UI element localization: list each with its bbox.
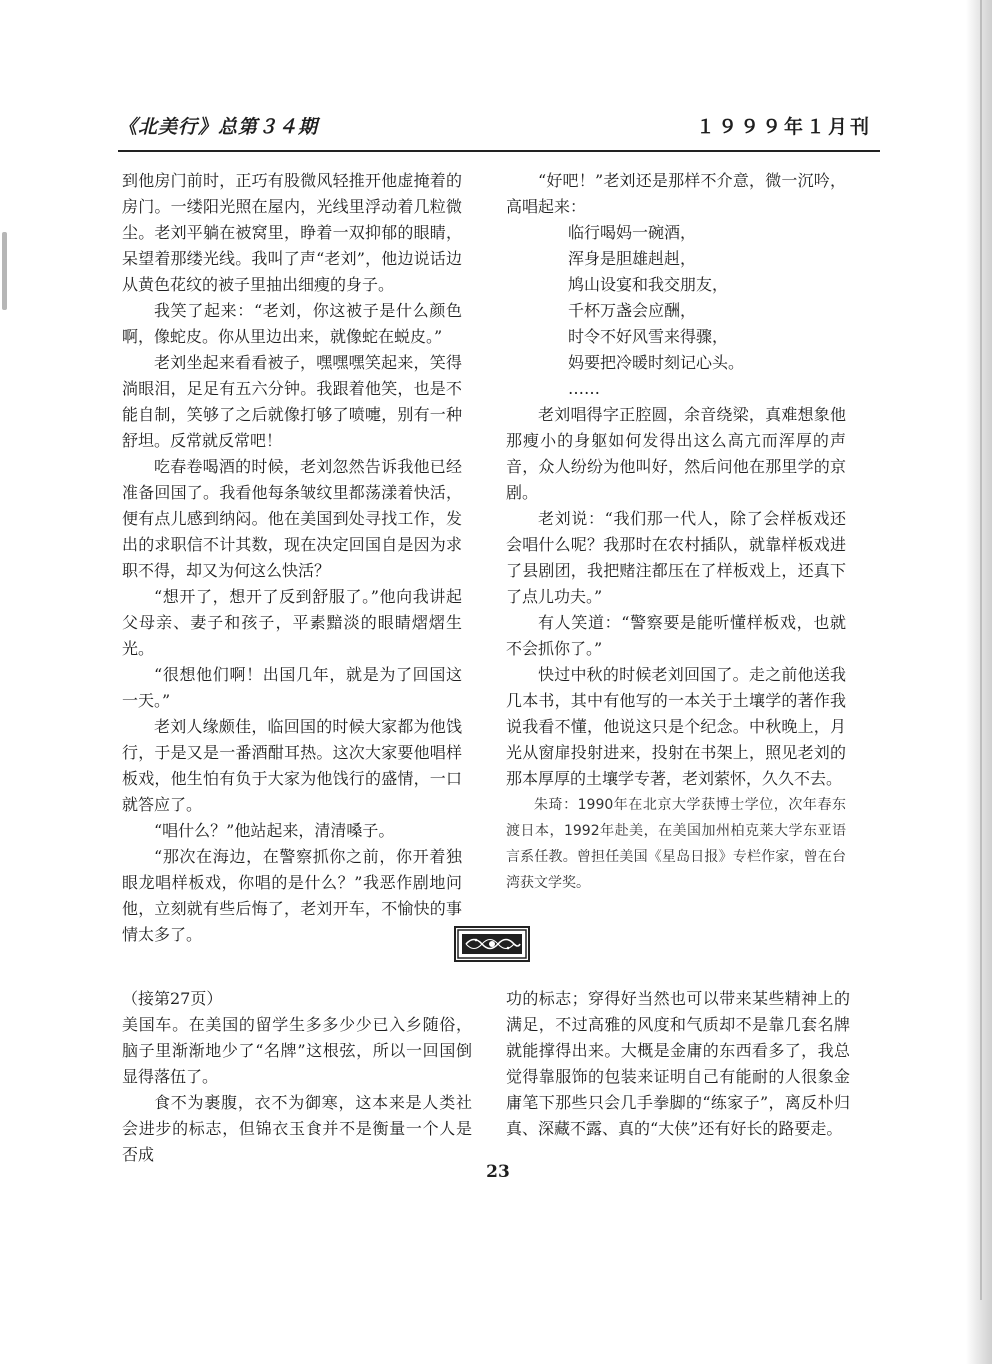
right-column-bottom bbox=[506, 986, 850, 1142]
paragraph: “很想他们啊！出国几年，就是为了回国这一天。” bbox=[122, 665, 462, 710]
paragraph: 到他房门前时，正巧有股微风轻推开他虚掩着的房门。一缕阳光照在屋内，光线里浮动着几粒微尘。老刘平躺在被窝里，睁着一双抑郁的眼睛，呆望着那缕光线。我叫了声“老刘”，他边说话边从黄色花纹的被子里抽出细瘦的身子。 bbox=[122, 171, 462, 294]
running-header bbox=[118, 112, 880, 152]
lyric-ellipsis: …… bbox=[568, 379, 600, 398]
header-rule bbox=[118, 150, 880, 152]
opera-lyrics bbox=[568, 220, 846, 402]
author-bio: 朱琦：1990年在北京大学获博士学位，次年春东渡日本，1992年赴美，在美国加州柏克莱大学东亚语言系任教。曾担任美国《星岛日报》专栏作家，曾在台湾获文学奖。 bbox=[506, 797, 846, 891]
page-fold-line bbox=[980, 0, 982, 1300]
paragraph: 老刘唱得字正腔圆，余音绕梁，真难想象他那瘦小的身躯如何发得出这么高亢而浑厚的声音，众人纷纷为他叫好，然后问他在那里学的京剧。 bbox=[506, 405, 846, 502]
paragraph: 有人笑道：“警察要是能听懂样板戏，也就不会抓你了。” bbox=[506, 613, 846, 658]
scan-mark bbox=[2, 232, 7, 310]
lyric-line: 鸠山设宴和我交朋友， bbox=[568, 275, 729, 294]
paragraph: 食不为裹腹，衣不为御寒，这本来是人类社会进步的标志，但锦衣玉食并不是衡量一个人是否成 bbox=[122, 1093, 472, 1164]
paragraph: “好吧！”老刘还是那样不介意，微一沉吟，高唱起来： bbox=[506, 171, 846, 216]
paragraph: “唱什么？”他站起来，清清嗓子。 bbox=[154, 821, 395, 840]
left-column-top bbox=[122, 168, 462, 948]
lyric-line: 千杯万盏会应酬， bbox=[568, 301, 697, 320]
magazine-issue: 《北美行》总第３４期 bbox=[118, 116, 319, 138]
lyric-line: 妈要把冷暖时刻记心头。 bbox=[568, 353, 745, 372]
paragraph: 吃春卷喝酒的时候，老刘忽然告诉我他已经准备回国了。我看他每条皱纹里都荡漾着快活，便有点儿感到纳闷。他在美国到处寻找工作，发出的求职信不计其数，现在决定回国自是因为求职不得，却又为何这么快活？ bbox=[122, 457, 462, 580]
lyric-line: 临行喝妈一碗酒， bbox=[568, 223, 697, 242]
paragraph: 我笑了起来：“老刘，你这被子是什么颜色啊，像蛇皮。你从里边出来，就像蛇在蜕皮。” bbox=[122, 301, 462, 346]
paragraph: 老刘坐起来看看被子，嘿嘿嘿笑起来，笑得淌眼泪，足足有五六分钟。我跟着他笑，也是不能自制，笑够了之后就像打够了喷嚏，别有一种舒坦。反常就反常吧！ bbox=[122, 353, 462, 450]
paragraph: 快过中秋的时候老刘回国了。走之前他送我几本书，其中有他写的一本关于土壤学的著作我说我看不懂，他说这只是个纪念。中秋晚上，月光从窗扉投射进来，投射在书架上，照见老刘的那本厚厚的土壤学专著，老刘萦怀，久久不去。 bbox=[506, 665, 846, 788]
paragraph: 老刘人缘颇佳，临回国的时候大家都为他饯行，于是又是一番酒酣耳热。这次大家要他唱样板戏，他生怕有负于大家为他饯行的盛情，一口就答应了。 bbox=[122, 717, 462, 814]
paragraph: 功的标志；穿得好当然也可以带来某些精神上的满足，不过高雅的风度和气质却不是靠几套名牌就能撑得出来。大概是金庸的东西看多了，我总觉得靠服饰的包装来证明自己有能耐的人很象金庸笔下那些只会几手拳脚的“练家子”，离反朴归真、深藏不露、真的“大侠”还有好长的路要走。 bbox=[506, 989, 850, 1138]
paragraph: 老刘说：“我们那一代人，除了会样板戏还会唱什么呢？我那时在农村插队，就靠样板戏进了县剧团，我把赌注都压在了样板戏上，还真下了点儿功夫。” bbox=[506, 509, 846, 606]
ornament-divider-icon bbox=[454, 926, 530, 962]
right-column-top bbox=[506, 168, 846, 896]
continued-note: （接第27页） bbox=[122, 989, 223, 1008]
left-column-bottom bbox=[122, 986, 472, 1168]
paragraph: 美国车。在美国的留学生多多少少已入乡随俗，脑子里渐渐地少了“名牌”这根弦，所以一回国倒显得落伍了。 bbox=[122, 1015, 472, 1086]
issue-date: １９９９年１月刊 bbox=[695, 116, 872, 138]
lyric-line: 时令不好风雪来得骤， bbox=[568, 327, 729, 346]
paragraph: “想开了，想开了反到舒服了。”他向我讲起父母亲、妻子和孩子，平素黯淡的眼睛熠熠生光。 bbox=[122, 587, 462, 658]
page-number: 23 bbox=[486, 1162, 510, 1182]
lyric-line: 浑身是胆雄赳赳， bbox=[568, 249, 697, 268]
paragraph: “那次在海边，在警察抓你之前，你开着独眼龙唱样板戏，你唱的是什么？”我恶作剧地问他，立刻就有些后悔了，老刘开车，不愉快的事情太多了。 bbox=[122, 847, 462, 944]
page-edge-shadow bbox=[966, 0, 992, 1364]
